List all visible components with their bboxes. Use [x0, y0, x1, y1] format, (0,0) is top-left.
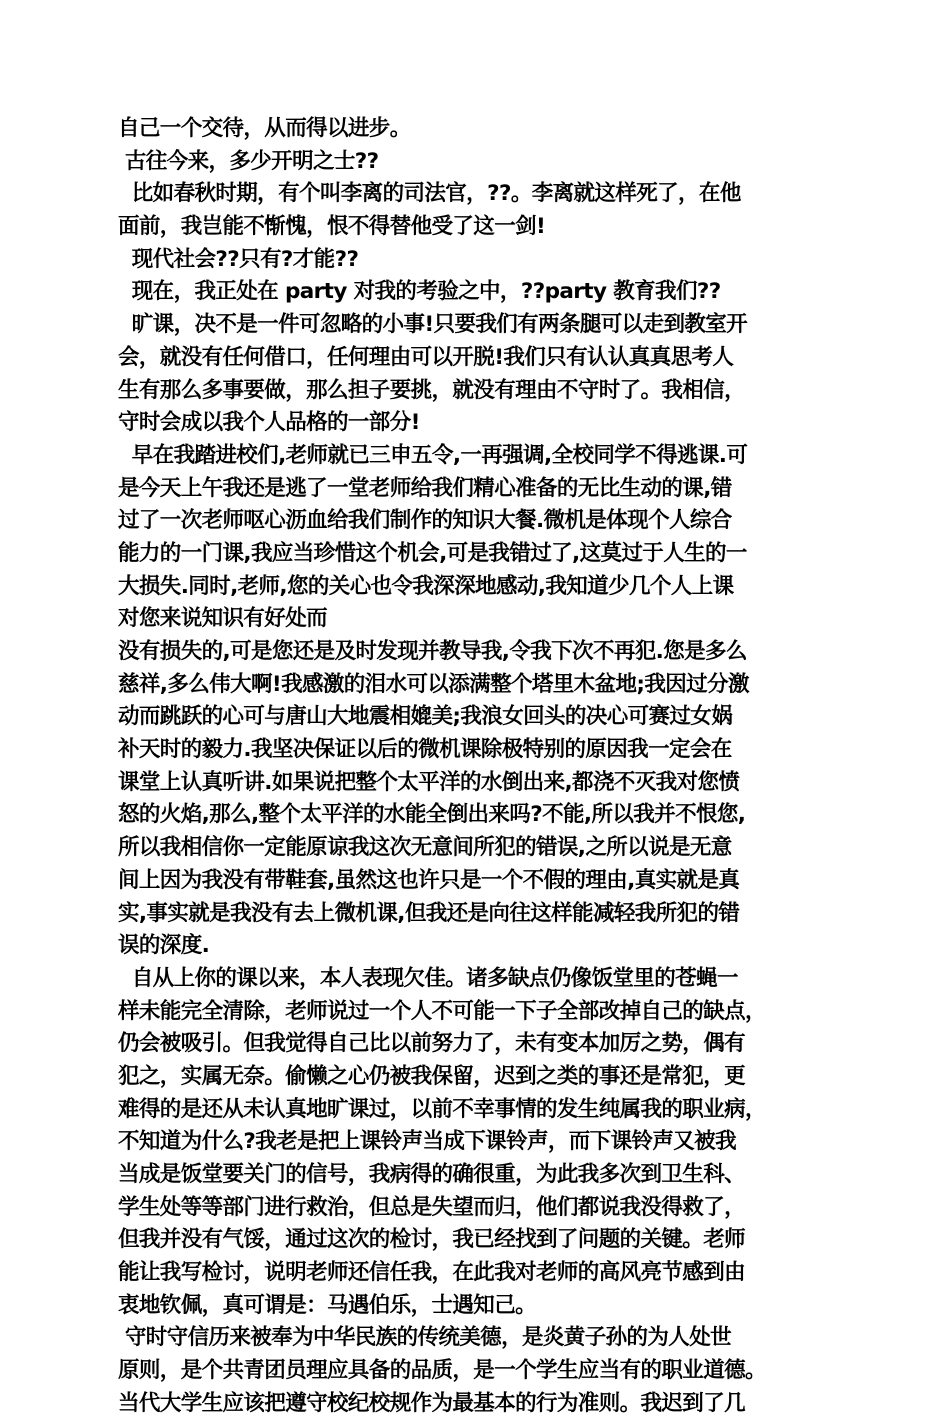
text-line: 难得的是还从未认真地旷课过，以前不幸事情的发生纯属我的职业病，	[118, 1096, 766, 1122]
text-line: 过了一次老师呕心沥血给我们制作的知识大餐.微机是体现个人综合	[118, 508, 732, 534]
text-line: 怒的火焰,那么,整个太平洋的水能全倒出来吗?不能,所以我并不恨您,	[118, 802, 746, 828]
text-line: 没有损失的,可是您还是及时发现并教导我,令我下次不再犯.您是多么	[118, 639, 747, 664]
text-line: 当代大学生应该把遵守校纪校规作为最基本的行为准则。我迟到了几	[118, 1390, 746, 1416]
text-line: 学生处等等部门进行救治，但总是失望而归，他们都说我没得救了，	[118, 1194, 746, 1220]
text-line: 动而跳跃的心可与唐山大地震相媲美;我浪女回头的决心可赛过女娲	[118, 704, 733, 730]
text-line: 补天时的毅力.我坚决保证以后的微机课除极特别的原因我一定会在	[118, 737, 732, 763]
text-line: 大损失.同时,老师,您的关心也令我深深地感动,我知道少几个人上课	[118, 573, 734, 599]
text-line: 能让我写检讨，说明老师还信任我，在此我对老师的高风亮节感到由	[118, 1260, 746, 1286]
text-line: 实,事实就是我没有去上微机课,但我还是向往这样能减轻我所犯的错	[118, 900, 740, 926]
text-line: 守时会成以我个人品格的一部分!	[118, 410, 420, 436]
text-line: 慈祥,多么伟大啊!我感激的泪水可以添满整个塔里木盆地;我因过分激	[118, 671, 749, 697]
text-line: 但我并没有气馁，通过这次的检讨，我已经找到了问题的关键。老师	[118, 1227, 746, 1253]
text-line: 样未能完全清除，老师说过一个人不可能一下子全部改掉自己的缺点，	[118, 998, 766, 1024]
text-line: 不知道为什么?我老是把上课铃声当成下课铃声，而下课铃声又被我	[118, 1129, 736, 1155]
text-line: 当成是饭堂要关门的信号，我病得的确很重，为此我多次到卫生科、	[118, 1162, 746, 1187]
text-line: 古往今来，多少开明之士??	[118, 148, 379, 174]
text-line: 早在我踏进校们,老师就已三申五令,一再强调,全校同学不得逃课.可	[118, 442, 748, 468]
text-line: 生有那么多事要做，那么担子要挑，就没有理由不守时了。我相信，	[118, 377, 746, 403]
text-line: 是今天上午我还是逃了一堂老师给我们精心准备的无比生动的课,错	[118, 475, 732, 501]
text-line: 比如春秋时期，有个叫李离的司法官，??。李离就这样死了，在他	[118, 181, 741, 207]
text-line: 犯之，实属无奈。偷懒之心仍被我保留，迟到之类的事还是常犯，更	[118, 1063, 746, 1089]
text-line: 误的深度.	[118, 933, 210, 959]
text-line: 衷地钦佩，真可谓是：马遇伯乐，士遇知己。	[118, 1292, 537, 1318]
text-line: 面前，我岂能不惭愧，恨不得替他受了这一剑!	[118, 214, 546, 240]
text-line: 能力的一门课,我应当珍惜这个机会,可是我错过了,这莫过于人生的一	[118, 540, 747, 566]
text-line: 所以我相信你一定能原谅我这次无意间所犯的错误,之所以说是无意	[118, 835, 732, 861]
document-body	[118, 113, 834, 1421]
text-line: 会，就没有任何借口，任何理由可以开脱!我们只有认认真真思考人	[118, 344, 734, 370]
text-line: 间上因为我没有带鞋套,虽然这也许只是一个不假的理由,真实就是真	[118, 867, 740, 893]
text-line: 对您来说知识有好处而	[118, 606, 328, 632]
text-line: 守时守信历来被奉为中华民族的传统美德，是炎黄子孙的为人处世	[118, 1325, 731, 1351]
text-line: 自己一个交待，从而得以进步。	[118, 116, 411, 141]
text-line: 课堂上认真听讲.如果说把整个太平洋的水倒出来,都浇不灭我对您愤	[118, 769, 740, 795]
text-line: 现代社会??只有?才能??	[118, 246, 359, 272]
text-line: 旷课，决不是一件可忽略的小事!只要我们有两条腿可以走到教室开	[118, 312, 748, 338]
text-line: 仍会被吸引。但我觉得自己比以前努力了，未有变本加厉之势，偶有	[118, 1031, 746, 1057]
text-line: 现在，我正处在 party 对我的考验之中，??party 教育我们??	[118, 279, 721, 305]
text-line: 自从上你的课以来，本人表现欠佳。诸多缺点仍像饭堂里的苍蝇一	[118, 965, 738, 991]
text-line: 原则，是个共青团员理应具备的品质，是一个学生应当有的职业道德。	[118, 1358, 766, 1384]
